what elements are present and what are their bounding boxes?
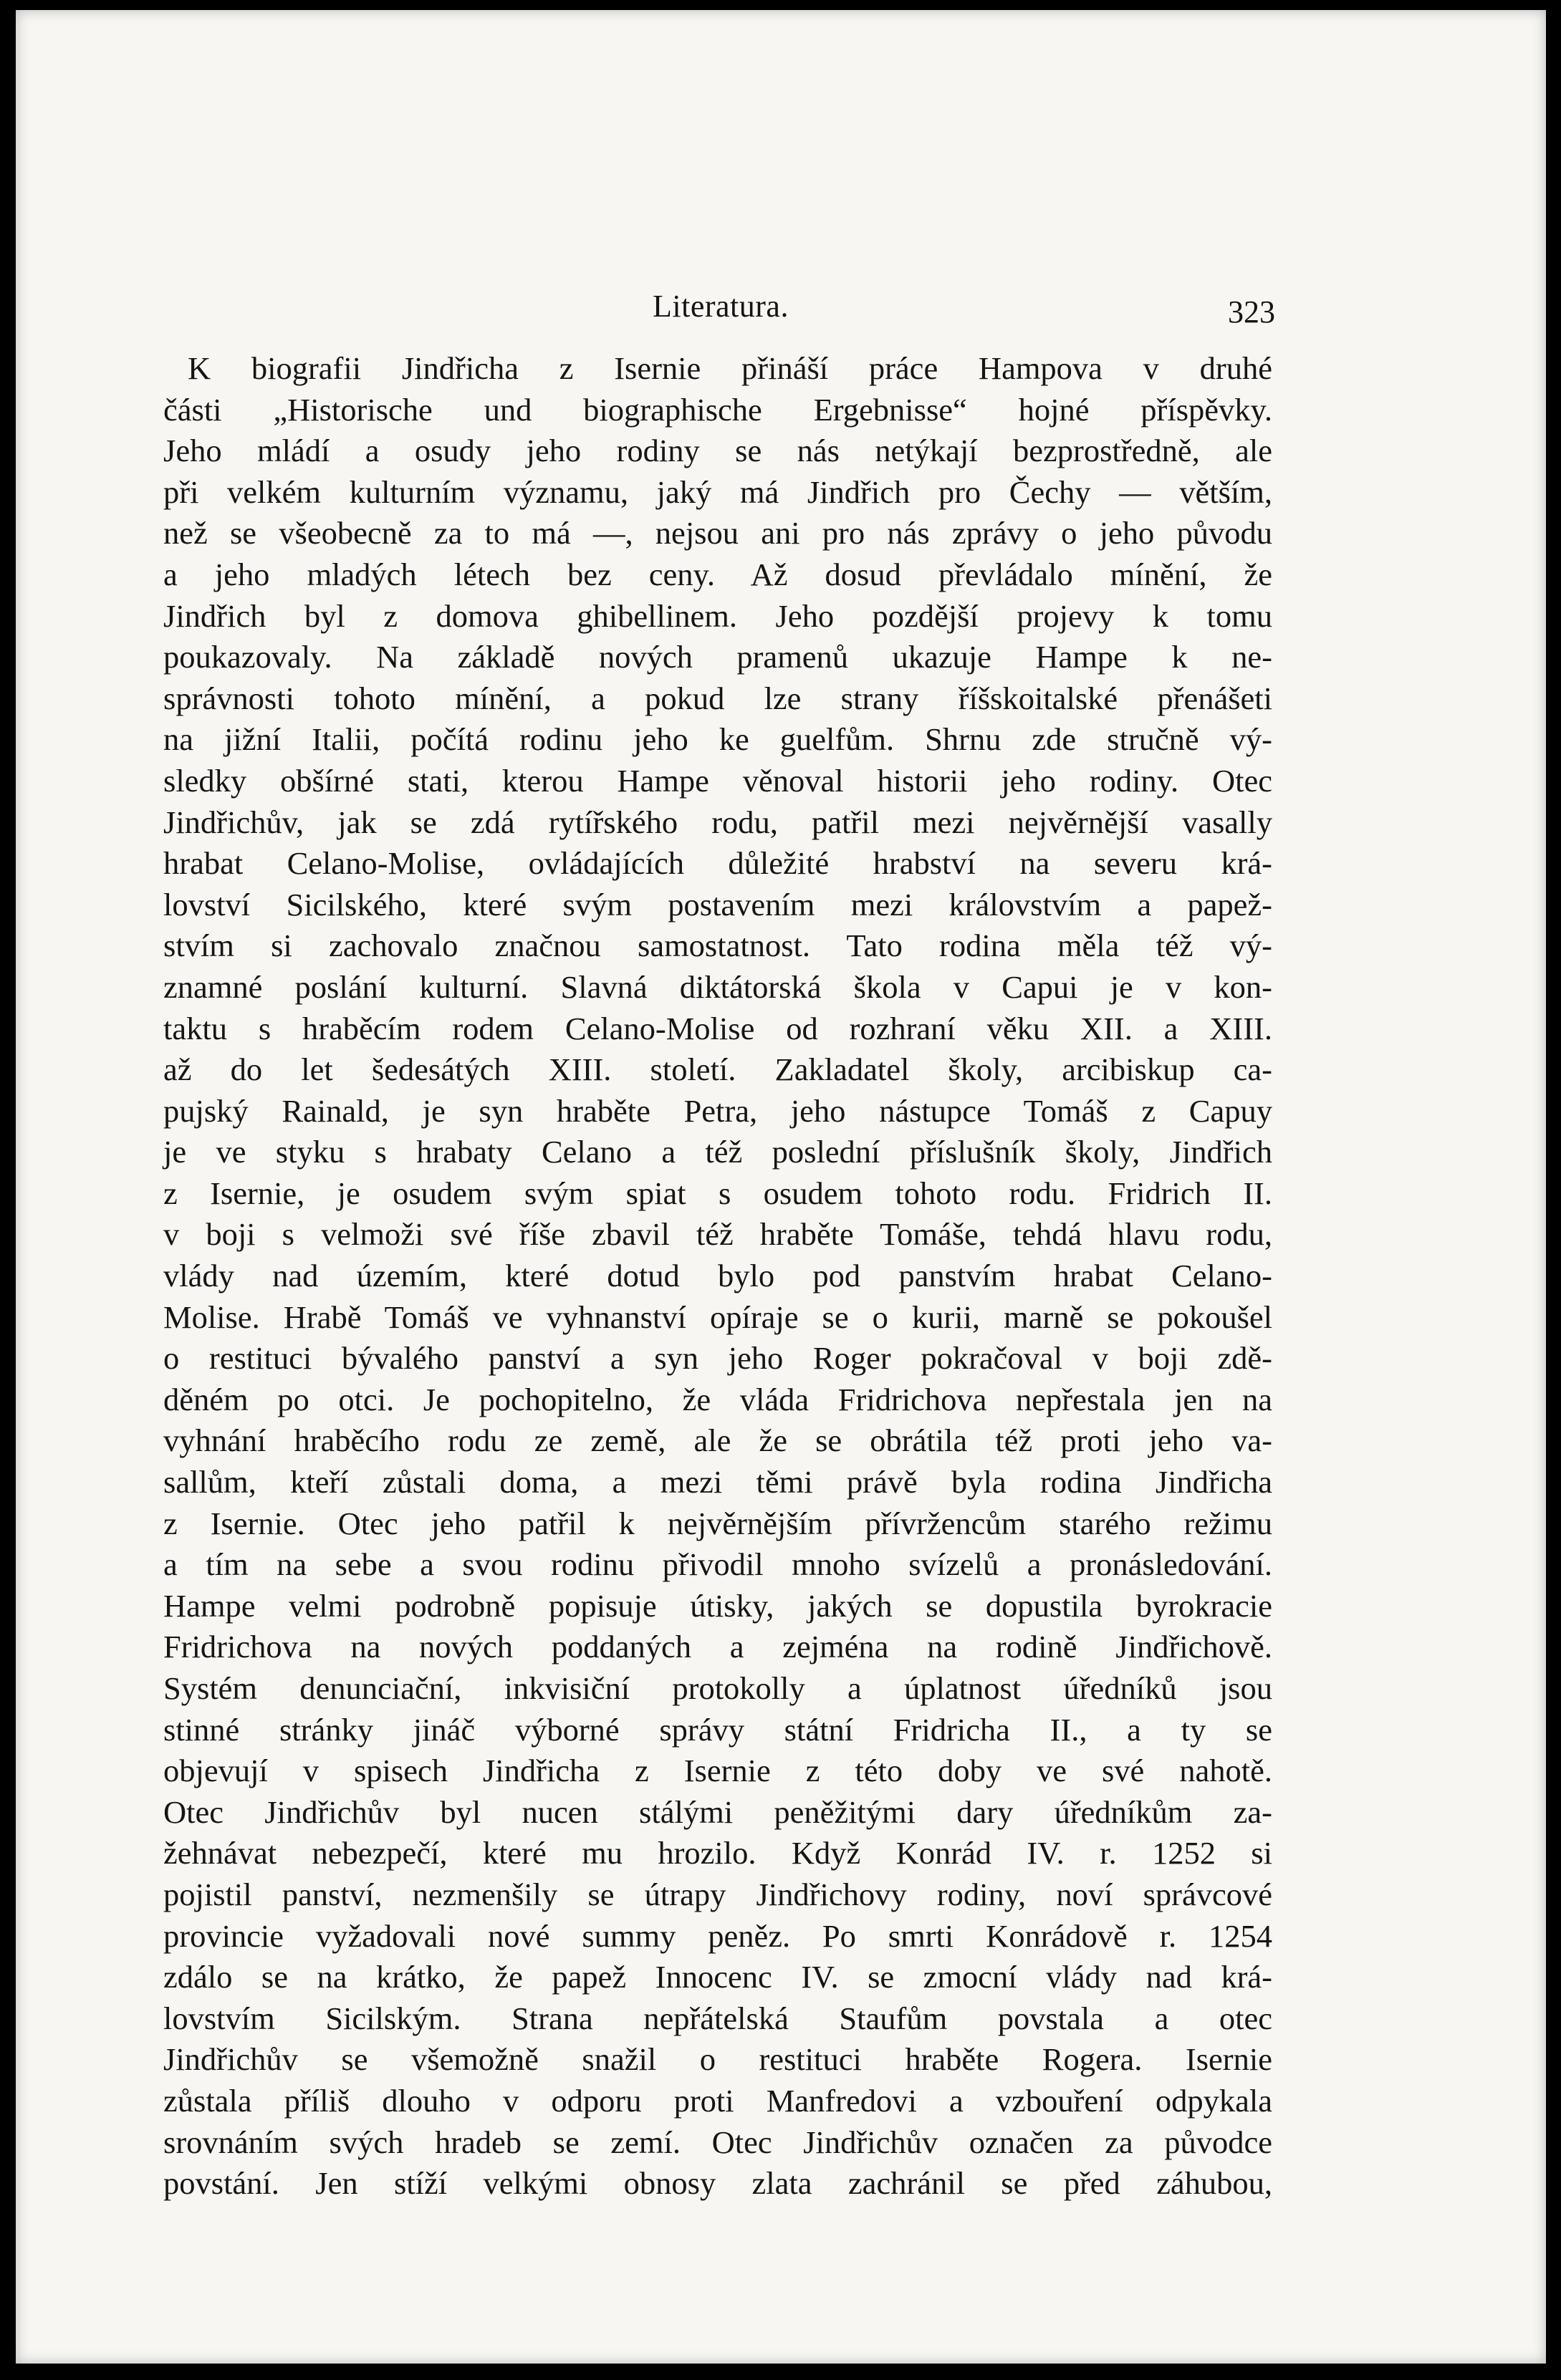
text-line: pojistil panství, nezmenšily se útrapy Jindřichovy rodiny, noví správcové	[163, 1876, 1272, 1912]
text-line: Otec Jindřichův byl nucen stálými peněžitými dary úředníkům za-	[163, 1793, 1272, 1830]
text-line: zdálo se na krátko, že papež Innocenc IV. se zmocní vlády nad krá-	[163, 1959, 1272, 1995]
text-line: lovství Sicilského, které svým postavením mezi královstvím a papež-	[163, 886, 1272, 922]
text-line: povstání. Jen stíží velkými obnosy zlata zachránil se před záhubou,	[163, 2165, 1272, 2202]
text-line: srovnáním svých hradeb se zemí. Otec Jindřichův označen za původce	[163, 2124, 1272, 2160]
text-line: K biografii Jindřicha z Isernie přináší práce Hampova v druhé	[188, 350, 1272, 386]
text-line: Systém denunciační, inkvisiční protokolly a úplatnost úředníků jsou	[163, 1670, 1272, 1706]
text-line: stinné stránky jináč výborné správy státní Fridricha II., a ty se	[163, 1711, 1272, 1748]
text-line: správnosti tohoto mínění, a pokud lze strany říšskoitalské přenášeti	[163, 680, 1272, 716]
text-line: lovstvím Sicilským. Strana nepřátelská Staufům povstala a otec	[163, 2000, 1272, 2036]
text-line: Molise. Hrabě Tomáš ve vyhnanství opíraje se o kurii, marně se pokoušel	[163, 1299, 1272, 1335]
text-line: taktu s hraběcím rodem Celano-Molise od rozhraní věku XII. a XIII.	[163, 1010, 1272, 1046]
text-line: Hampe velmi podrobně popisuje útisky, jakých se dopustila byrokracie	[163, 1587, 1272, 1624]
text-line: o restituci bývalého panství a syn jeho Roger pokračoval v boji zdě-	[163, 1340, 1272, 1377]
text-line: Jindřich byl z domova ghibellinem. Jeho pozdější projevy k tomu	[163, 597, 1272, 634]
text-line: vyhnání hraběcího rodu ze země, ale že se obrátila též proti jeho va-	[163, 1422, 1272, 1459]
text-line: Jeho mládí a osudy jeho rodiny se nás netýkají bezprostředně, ale	[163, 433, 1272, 469]
text-line: provincie vyžadovali nové summy peněz. Po smrti Konrádově r. 1254	[163, 1917, 1272, 1954]
text-line: sledky obšírné stati, kterou Hampe věnoval historii jeho rodiny. Otec	[163, 762, 1272, 799]
text-line: vlády nad územím, které dotud bylo pod panstvím hrabat Celano-	[163, 1258, 1272, 1294]
text-line: a jeho mladých létech bez ceny. Až dosud převládalo mínění, že	[163, 556, 1272, 592]
text-line: Jindřichův, jak se zdá rytířského rodu, patřil mezi nejvěrnější vasally	[163, 804, 1272, 840]
text-line: děném po otci. Je pochopitelno, že vláda Fridrichova nepřestala jen na	[163, 1381, 1272, 1417]
text-line: znamné poslání kulturní. Slavná diktátorská škola v Capui je v kon-	[163, 968, 1272, 1005]
text-line: na jižní Italii, počítá rodinu jeho ke guelfům. Shrnu zde stručně vý-	[163, 721, 1272, 758]
text-line: stvím si zachovalo značnou samostatnost. Tato rodina měla též vý-	[163, 928, 1272, 964]
body-text	[163, 348, 1272, 2205]
text-line: v boji s velmoži své říše zbavil též hraběte Tomáše, tehdá hlavu rodu,	[163, 1216, 1272, 1253]
text-line: Fridrichova na nových poddaných a zejména na rodině Jindřichově.	[163, 1629, 1272, 1665]
text-line: poukazovaly. Na základě nových pramenů ukazuje Hampe k ne-	[163, 639, 1272, 675]
running-head: Literatura.	[653, 289, 789, 324]
text-line: objevují v spisech Jindřicha z Isernie z této doby ve své nahotě.	[163, 1753, 1272, 1789]
text-line: z Isernie. Otec jeho patřil k nejvěrnějším přívržencům starého režimu	[163, 1505, 1272, 1541]
page-number: 323	[1228, 294, 1275, 329]
text-line: až do let šedesátých XIII. století. Zakladatel školy, arcibiskup ca-	[163, 1051, 1272, 1088]
text-line: a tím na sebe a svou rodinu přivodil mnoho svízelů a pronásledování.	[163, 1546, 1272, 1583]
text-line: při velkém kulturním významu, jaký má Jindřich pro Čechy — větším,	[163, 473, 1272, 510]
text-line: části „Historische und biographische Ergebnisse“ hojné příspěvky.	[163, 391, 1272, 428]
text-line: je ve styku s hrabaty Celano a též poslední příslušník školy, Jindřich	[163, 1134, 1272, 1170]
page-header	[166, 288, 1275, 331]
text-line: z Isernie, je osudem svým spiat s osudem tohoto rodu. Fridrich II.	[163, 1175, 1272, 1211]
text-line: zůstala příliš dlouho v odporu proti Manfredovi a vzbouření odpykala	[163, 2082, 1272, 2119]
text-line: hrabat Celano-Molise, ovládajících důležité hrabství na severu krá-	[163, 845, 1272, 882]
text-line: sallům, kteří zůstali doma, a mezi těmi právě byla rodina Jindřicha	[163, 1464, 1272, 1500]
text-line: žehnávat nebezpečí, které mu hrozilo. Když Konrád IV. r. 1252 si	[163, 1835, 1272, 1871]
text-line: než se všeobecně za to má —, nejsou ani pro nás zprávy o jeho původu	[163, 515, 1272, 551]
text-line: pujský Rainald, je syn hraběte Petra, jeho nástupce Tomáš z Capuy	[163, 1092, 1272, 1129]
text-line: Jindřichův se všemožně snažil o restituci hraběte Rogera. Isernie	[163, 2041, 1272, 2078]
